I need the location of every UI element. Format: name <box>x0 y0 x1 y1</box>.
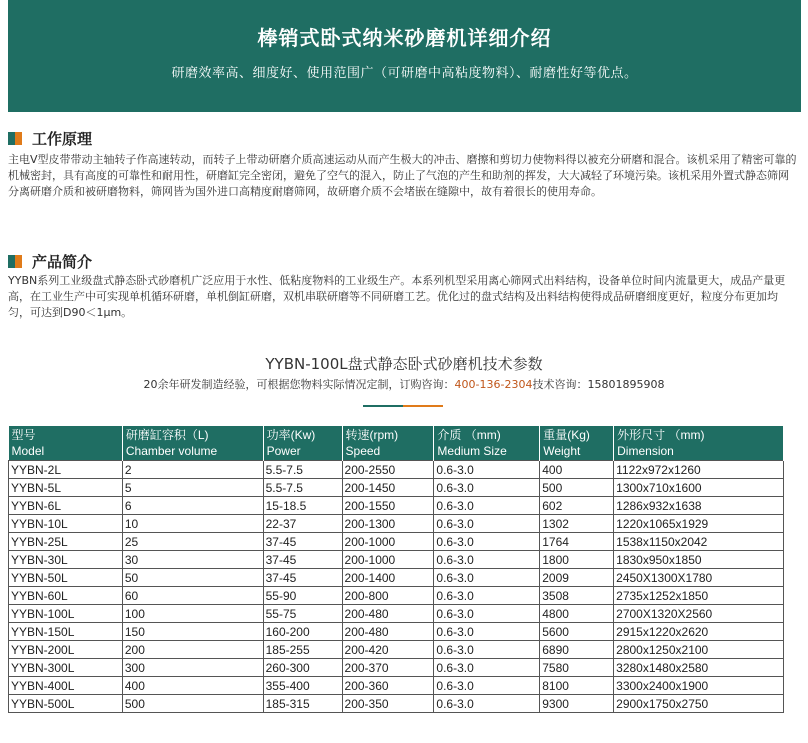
tech-phone: 15801895908 <box>587 378 665 391</box>
table-cell: 22-37 <box>263 515 342 533</box>
column-header <box>263 426 342 461</box>
table-cell: YYBN-500L <box>9 695 123 713</box>
column-header-en: Model <box>11 444 45 458</box>
table-cell: 2 <box>122 461 263 479</box>
table-row <box>9 479 784 497</box>
heading-marker-icon <box>8 132 15 145</box>
table-cell: 6 <box>122 497 263 515</box>
table-cell: 1286x932x1638 <box>614 497 784 515</box>
table-cell: YYBN-25L <box>9 533 123 551</box>
table-cell: 37-45 <box>263 533 342 551</box>
column-header-cn: 外形尺寸 （mm) <box>617 428 705 442</box>
table-cell: 200-1000 <box>342 551 434 569</box>
table-cell: 0.6-3.0 <box>434 461 540 479</box>
table-cell: 200-480 <box>342 623 434 641</box>
table-cell: 0.6-3.0 <box>434 641 540 659</box>
table-cell: 200-420 <box>342 641 434 659</box>
table-cell: 0.6-3.0 <box>434 677 540 695</box>
principle-text: 主电V型皮带带动主轴转子作高速转动，而转子上带动研磨介质高速运动从而产生极大的冲击、磨擦和剪切力使物料得以被充分研磨和混合。该机采用了精密可靠的机械密封，具有高度的可靠性和耐用性，研磨缸完全密闭，避免了空气的混入，防止了气泡的产生和助剂的挥发，大大减轻了环境污染。该机采用外置式静态筛网分离研磨介质和被研磨物料，筛网皆为国外进口高精度耐磨筛网，故研磨介质不会堵嵌在缝隙中，故有着很长的使用寿命。 <box>8 153 797 198</box>
table-cell: 0.6-3.0 <box>434 551 540 569</box>
table-cell: 400 <box>540 461 614 479</box>
table-cell: 5 <box>122 479 263 497</box>
table-cell: 7580 <box>540 659 614 677</box>
table-cell: 3280x1480x2580 <box>614 659 784 677</box>
table-cell: 30 <box>122 551 263 569</box>
table-cell: YYBN-50L <box>9 569 123 587</box>
table-cell: 185-255 <box>263 641 342 659</box>
table-cell: 9300 <box>540 695 614 713</box>
table-cell: 200-370 <box>342 659 434 677</box>
table-cell: 0.6-3.0 <box>434 569 540 587</box>
table-cell: 0.6-3.0 <box>434 479 540 497</box>
intro-text: YYBN系列工业级盘式静态卧式砂磨机广泛应用于水性、低粘度物料的工业级生产。本系列机型采用离心筛网式出料结构，设备单位时间内流量更大，成品产量更高，在工业生产中可实现单机循环研磨，单机倒缸研磨，双机串联研磨等不同研磨工艺。优化过的盘式结构及出料结构使得成品研磨细度更好，粒度分布更加均匀，可达到D90＜1μm。 <box>8 274 786 319</box>
table-cell: 1302 <box>540 515 614 533</box>
column-header <box>540 426 614 461</box>
table-cell: 3508 <box>540 587 614 605</box>
table-row <box>9 515 784 533</box>
table-cell: 2900x1750x2750 <box>614 695 784 713</box>
table-cell: 160-200 <box>263 623 342 641</box>
table-cell: 0.6-3.0 <box>434 605 540 623</box>
column-header-en: Dimension <box>617 444 674 458</box>
table-cell: YYBN-150L <box>9 623 123 641</box>
column-header <box>614 426 784 461</box>
table-cell: 2009 <box>540 569 614 587</box>
table-cell: 4800 <box>540 605 614 623</box>
table-cell: 8100 <box>540 677 614 695</box>
table-cell: 200-1000 <box>342 533 434 551</box>
table-cell: 200-1400 <box>342 569 434 587</box>
table-row <box>9 461 784 479</box>
table-cell: YYBN-100L <box>9 605 123 623</box>
table-cell: 1122x972x1260 <box>614 461 784 479</box>
section-heading-intro <box>8 251 92 272</box>
table-cell: YYBN-10L <box>9 515 123 533</box>
table-cell: 355-400 <box>263 677 342 695</box>
table-cell: 0.6-3.0 <box>434 623 540 641</box>
table-cell: 25 <box>122 533 263 551</box>
table-row <box>9 659 784 677</box>
table-cell: 100 <box>122 605 263 623</box>
table-cell: 300 <box>122 659 263 677</box>
table-cell: 200-800 <box>342 587 434 605</box>
section-heading-principle <box>8 128 92 149</box>
heading-marker-icon <box>8 255 15 268</box>
table-cell: 50 <box>122 569 263 587</box>
column-header-en: Power <box>266 444 301 458</box>
table-row <box>9 677 784 695</box>
column-header-en: Chamber volume <box>125 444 218 458</box>
subtitle-prefix: 20余年研发制造经验，可根据您物料实际情况定制，订购咨询： <box>143 378 455 391</box>
table-row <box>9 695 784 713</box>
table-cell: 0.6-3.0 <box>434 695 540 713</box>
table-title: YYBN-100L盘式静态卧式砂磨机技术参数 <box>265 355 543 373</box>
table-row <box>9 587 784 605</box>
table-cell: 200-350 <box>342 695 434 713</box>
table-cell: 200 <box>122 641 263 659</box>
table-cell: 2450X1300X1780 <box>614 569 784 587</box>
column-header-cn: 型号 <box>11 428 36 442</box>
table-row <box>9 641 784 659</box>
table-cell: 5.5-7.5 <box>263 479 342 497</box>
table-cell: 37-45 <box>263 551 342 569</box>
table-cell: 55-90 <box>263 587 342 605</box>
table-cell: 200-1550 <box>342 497 434 515</box>
table-cell: 1764 <box>540 533 614 551</box>
column-header-cn: 研磨缸容积（L) <box>125 428 209 442</box>
table-cell: 5.5-7.5 <box>263 461 342 479</box>
subtitle-middle: 技术咨询： <box>532 378 588 391</box>
title-divider <box>363 405 443 407</box>
table-cell: 150 <box>122 623 263 641</box>
table-cell: 0.6-3.0 <box>434 515 540 533</box>
page-title: 棒销式卧式纳米砂磨机详细介绍 <box>257 26 552 50</box>
table-row <box>9 605 784 623</box>
table-cell: YYBN-2L <box>9 461 123 479</box>
table-header-row <box>9 426 784 461</box>
table-row <box>9 497 784 515</box>
table-cell: 0.6-3.0 <box>434 587 540 605</box>
table-subtitle <box>0 376 808 392</box>
table-cell: 200-1450 <box>342 479 434 497</box>
table-cell: YYBN-300L <box>9 659 123 677</box>
column-header <box>122 426 263 461</box>
intro-heading: 产品简介 <box>32 253 93 271</box>
table-cell: 2735x1252x1850 <box>614 587 784 605</box>
column-header-en: Weight <box>543 444 581 458</box>
table-cell: 400 <box>122 677 263 695</box>
table-cell: YYBN-30L <box>9 551 123 569</box>
table-cell: 0.6-3.0 <box>434 497 540 515</box>
table-cell: 15-18.5 <box>263 497 342 515</box>
column-header <box>342 426 434 461</box>
table-row <box>9 533 784 551</box>
column-header-cn: 转速(rpm) <box>345 428 399 442</box>
table-cell: 500 <box>122 695 263 713</box>
table-cell: 3300x2400x1900 <box>614 677 784 695</box>
table-cell: 2800x1250x2100 <box>614 641 784 659</box>
column-header-cn: 介质 （mm) <box>437 428 501 442</box>
column-header <box>9 426 123 461</box>
order-phone-link[interactable]: 400-136-2304 <box>454 378 533 391</box>
table-cell: 1220x1065x1929 <box>614 515 784 533</box>
heading-marker-accent-icon <box>15 132 22 145</box>
header-banner <box>8 0 801 112</box>
table-cell: 200-480 <box>342 605 434 623</box>
table-cell: YYBN-5L <box>9 479 123 497</box>
table-row <box>9 551 784 569</box>
table-cell: 200-2550 <box>342 461 434 479</box>
table-cell: 260-300 <box>263 659 342 677</box>
table-cell: YYBN-6L <box>9 497 123 515</box>
column-header-en: Speed <box>345 444 381 458</box>
table-body <box>9 461 784 713</box>
table-cell: 37-45 <box>263 569 342 587</box>
table-cell: 2915x1220x2620 <box>614 623 784 641</box>
table-cell: 1538x1150x2042 <box>614 533 784 551</box>
table-cell: 6890 <box>540 641 614 659</box>
table-cell: 0.6-3.0 <box>434 533 540 551</box>
table-cell: 200-1300 <box>342 515 434 533</box>
column-header-cn: 重量(Kg) <box>543 428 590 442</box>
table-cell: 500 <box>540 479 614 497</box>
page-subtitle: 研磨效率高、细度好、使用范围广（可研磨中高粘度物料）、耐磨性好等优点。 <box>171 66 638 81</box>
table-cell: 1830x950x1850 <box>614 551 784 569</box>
table-cell: 0.6-3.0 <box>434 659 540 677</box>
table-cell: 185-315 <box>263 695 342 713</box>
table-cell: 200-360 <box>342 677 434 695</box>
table-cell: 55-75 <box>263 605 342 623</box>
table-cell: YYBN-200L <box>9 641 123 659</box>
spec-table <box>8 426 784 713</box>
table-cell: 10 <box>122 515 263 533</box>
principle-heading: 工作原理 <box>32 130 93 148</box>
table-cell: YYBN-60L <box>9 587 123 605</box>
table-cell: 60 <box>122 587 263 605</box>
table-cell: 602 <box>540 497 614 515</box>
table-cell: 1300x710x1600 <box>614 479 784 497</box>
table-cell: 1800 <box>540 551 614 569</box>
table-cell: YYBN-400L <box>9 677 123 695</box>
table-cell: 2700X1320X2560 <box>614 605 784 623</box>
heading-marker-accent-icon <box>15 255 22 268</box>
table-row <box>9 623 784 641</box>
table-cell: 5600 <box>540 623 614 641</box>
column-header-cn: 功率(Kw) <box>266 428 316 442</box>
column-header-en: Medium Size <box>437 444 507 458</box>
table-row <box>9 569 784 587</box>
column-header <box>434 426 540 461</box>
